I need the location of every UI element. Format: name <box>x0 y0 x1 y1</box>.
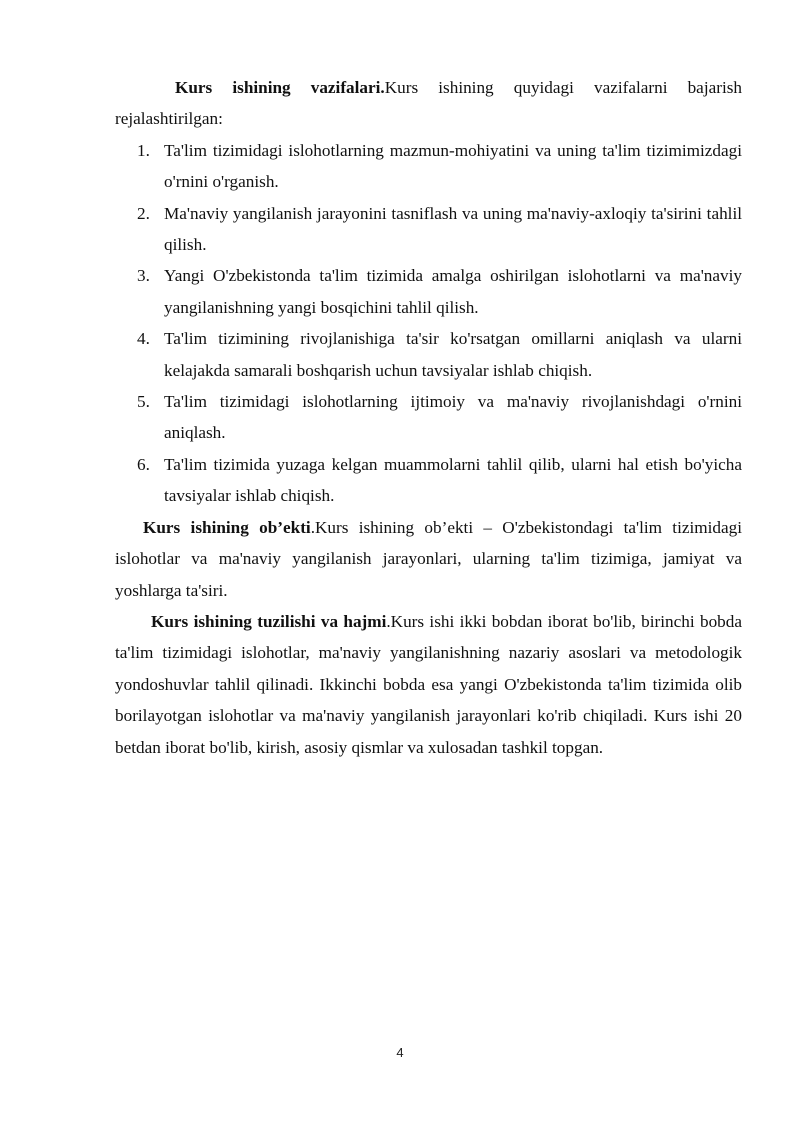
object-heading: Kurs ishining ob’ekti <box>143 517 311 537</box>
tasks-intro-text: Kurs ishining quyidagi vazifalarni bajarish rejalashtirilgan: <box>115 78 742 129</box>
list-item <box>115 386 742 449</box>
object-text: .Kurs ishining ob’ekti – O'zbekistondagi ta'lim tizimidagi islohotlar va ma'naviy yangilanish jarayonlari, ularning ta'lim tizimiga, jamiyat va yoshlarga ta'siri. <box>115 517 742 600</box>
list-item <box>115 135 742 198</box>
structure-text: .Kurs ishi ikki bobdan iborat bo'lib, birinchi bobda ta'lim tizimidagi islohotlar, ma'naviy yangilanishning nazariy asoslari va metodologik yondoshuvlar tahlil qilinadi. Ikkinchi bobda esa yangi O'zbekistonda ta'lim tizimida olib borilayotgan islohotlar va ma'naviy yangilanish jarayonlari ko'rib chiqiladi. Kurs ishi 20 betdan iborat bo'lib, kirish, asosiy qismlar va xulosadan tashkil topgan. <box>115 611 742 757</box>
list-item <box>115 260 742 323</box>
list-item <box>115 449 742 512</box>
list-item-text: Ta'lim tizimidagi islohotlarning ijtimoiy va ma'naviy rivojlanishdagi o'rnini aniqlash. <box>164 392 742 443</box>
object-paragraph <box>115 512 742 606</box>
page-body <box>115 72 742 763</box>
list-item-number: 3. <box>137 266 150 286</box>
tasks-heading: Kurs ishining vazifalari. <box>175 78 385 97</box>
list-item-number: 1. <box>137 140 150 160</box>
page-number: 4 <box>396 1045 404 1060</box>
list-item-number: 2. <box>137 203 150 223</box>
tasks-list <box>115 135 742 512</box>
list-item-number: 6. <box>137 454 150 474</box>
list-item-text: Ta'lim tizimidagi islohotlarning mazmun-mohiyatini va uning ta'lim tizimimizdagi o'rnini o'rganish. <box>164 140 742 192</box>
list-item-text: Ta'lim tizimida yuzaga kelgan muammolarni tahlil qilib, ularni hal etish bo'yicha tavsiyalar ishlab chiqish. <box>164 454 742 506</box>
structure-paragraph <box>115 606 742 763</box>
list-item <box>115 323 742 386</box>
list-item <box>115 198 742 261</box>
list-item-text: Ta'lim tizimining rivojlanishiga ta'sir ko'rsatgan omillarni aniqlash va ularni kelajakda samarali boshqarish uchun tavsiyalar ishlab chiqish. <box>164 329 742 380</box>
list-item-number: 4. <box>137 329 150 349</box>
tasks-intro-paragraph <box>115 72 742 135</box>
structure-heading: Kurs ishining tuzilishi va hajmi <box>151 611 387 631</box>
list-item-text: Yangi O'zbekistonda ta'lim tizimida amalga oshirilgan islohotlarni va ma'naviy yangilanishning yangi bosqichini tahlil qilish. <box>164 266 742 317</box>
list-item-number: 5. <box>137 392 150 412</box>
list-item-text: Ma'naviy yangilanish jarayonini tasniflash va uning ma'naviy-axloqiy ta'sirini tahlil qilish. <box>164 203 742 255</box>
